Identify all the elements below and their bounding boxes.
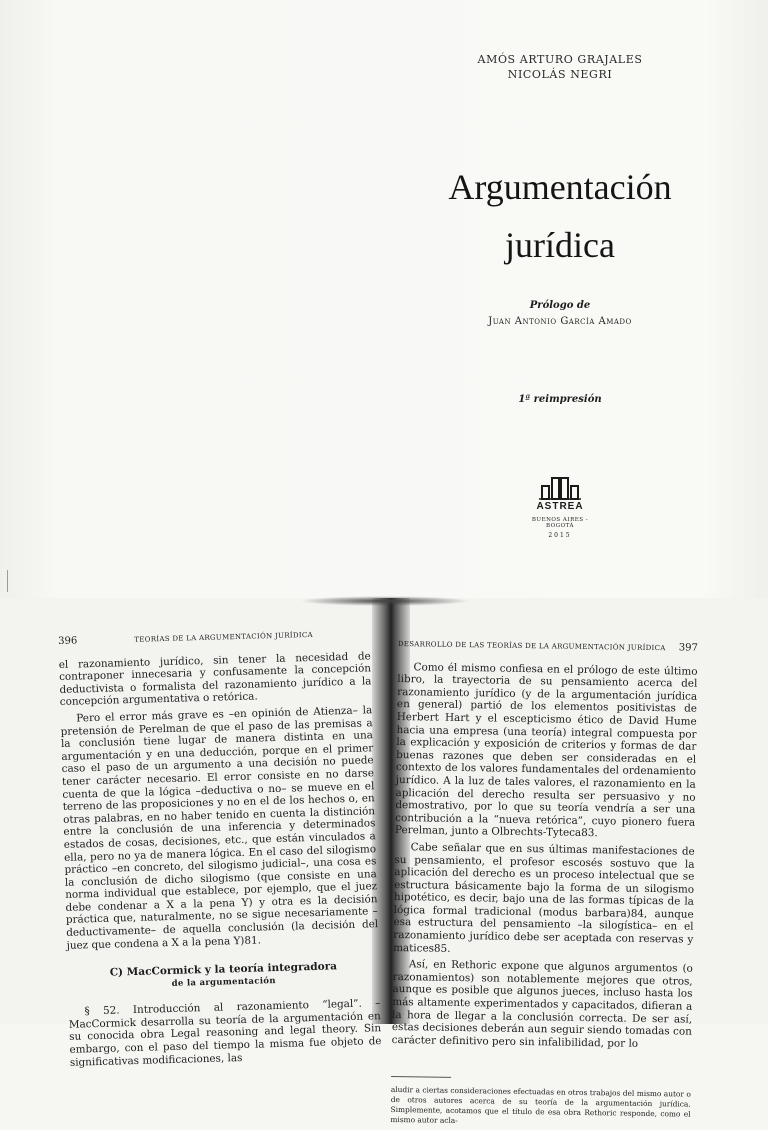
section-subtitle: de la argumentación <box>171 976 276 990</box>
paragraph: Pero el error más grave es –en opinión de Atienza– la pretensión de Perelman de que el paso de las premisas a la conclusión tiene lugar de manera distinta en una argumentación y en una deducción, porque en el primer caso el paso de un argumento a una decisión no puede tener carácter necesario. El error consiste en no darse cuenta de que la lógica –deductiva o no– se mueve en el terreno de las proposiciones y no en el de los hechos o, en otras palabras, en no haber tenido en cuenta la distinción entre la conclusión de una inferencia y determinados estados de cosas, decisiones, etc., que están vinculados a ella, pero no ya de manera lógica. En el caso del silogismo práctico –en concreto, del silogismo judicial–, una cosa es la conclusión de dicho silogismo (que consiste en una norma individual que establece, por ejemplo, que el juez debe condenar a X a la pena Y) y otra es la decisión práctica que, naturalmente, no se sigue necesariamente –deductivamente– de aquella conclusión (la decisión del juez que condena a X a la pena Y)81. <box>60 704 379 952</box>
left-page <box>58 627 382 1069</box>
running-head-text: DESARROLLO DE LAS TEORÍAS DE LA ARGUMENTACIÓN JURÍDICA <box>397 639 666 653</box>
prologue-label: Prólogo de <box>529 300 591 311</box>
book-title-line: jurídica <box>505 225 615 265</box>
publisher-city: BUENOS AIRES - BOGOTÁ <box>531 517 589 529</box>
footnote: aludir a ciertas consideraciones efectuadas en otros trabajos del mismo autor o de otros autores acerca de su teoría de la argumentación jurídica. Simplemente, acotamos que el título de esa obra Rethoric responde, como el mismo autor acla- <box>390 1085 691 1126</box>
paragraph: Cabe señalar que en sus últimas manifestaciones de su pensamiento, el profesor escosés sostuvo que la aplicación del derecho es un proceso intelectual que se estructura básicamente bajo la forma de un silogismo hipotético, es decir, bajo una de las formas típicas de la lógica formal tradicional (modus barbara)84, aunque esa estructura del pensamiento –la silogística– en el razonamiento jurídico debe ser aceptada con reservas y matices85. <box>393 841 695 955</box>
right-page <box>390 638 698 1130</box>
section-heading <box>67 959 380 994</box>
book-title <box>420 158 700 274</box>
page-number: 396 <box>58 635 78 647</box>
book-title-line: Argumentación <box>448 167 672 207</box>
publication-year: 2015 <box>548 532 572 539</box>
paragraph: el razonamiento jurídico, sin tener la necesidad de contraponer innecesaria y confusamente la concepción deductivista o formalista del razonamiento jurídico a la concepción argumentativa o retórica. <box>58 649 372 709</box>
paragraph: Así, en Rethoric expone que algunos argumentos (o razonamientos) son notablemente mejores que otros, aunque es posible que algunos jueces, incluso hasta los más altamente experimentados y capacitados, difieran a la hora de llegar a la conclusión correcta. De ser así, estas decisiones deberán aun seguir siendo tomadas con carácter definitivo pero sin infalibilidad, por lo <box>391 958 693 1050</box>
gutter-shadow <box>300 596 470 606</box>
running-head-text: TEORÍAS DE LA ARGUMENTACIÓN JURÍDICA <box>134 630 314 644</box>
author-name: AMÓS ARTURO GRAJALES <box>477 53 643 66</box>
running-header <box>58 627 370 648</box>
prologue-author: Juan Antonio García Amado <box>488 316 632 327</box>
book-spread <box>0 598 768 1126</box>
astrea-columns-icon <box>538 476 582 500</box>
running-header <box>398 638 698 655</box>
author-name: NICOLÁS NEGRI <box>507 68 613 81</box>
publisher-name: ASTREA <box>536 501 584 512</box>
edition-note: 1ª reimpresión <box>518 394 602 405</box>
page-edge-line <box>7 570 8 592</box>
prologue-credit <box>470 298 650 330</box>
paragraph: § 52. Introducción al razonamiento “legal”. – MacCormick desarrolla su teoría de la argumentación en su conocida obra Legal reasoning and legal theory. Sin embargo, con el paso del tiempo la misma fue objeto de significativas modificaciones, las <box>68 997 382 1069</box>
paragraph: Como él mismo confiesa en el prólogo de este último libro, la trayectoria de su pensamiento acerca del razonamiento jurídico (y de la argumentación jurídica en general) partió de los elementos positivistas de Herbert Hart y el escepticismo ético de David Hume hacia una empresa (una teoría) integral compuesta por la explicación y exposición de criterios y formas de dar buenas razones que deben ser consideradas en el contexto de los valores fundamentales del ordenamiento jurídico. A la luz de tales valores, el razonamiento en la aplicación del derecho resulta ser persuasivo y no demostrativo, por lo que su teoría vendría a ser una contribución a la “nueva retórica”, cuyo pionero fuera Perelman, junto a Olbrechts-Tyteca83. <box>394 660 698 840</box>
authors <box>460 52 660 82</box>
page-number: 397 <box>678 642 698 654</box>
footnote-rule <box>391 1076 451 1078</box>
section-title: C) MacCormick y la teoría integradora <box>109 960 338 979</box>
publisher-logo <box>520 476 600 539</box>
